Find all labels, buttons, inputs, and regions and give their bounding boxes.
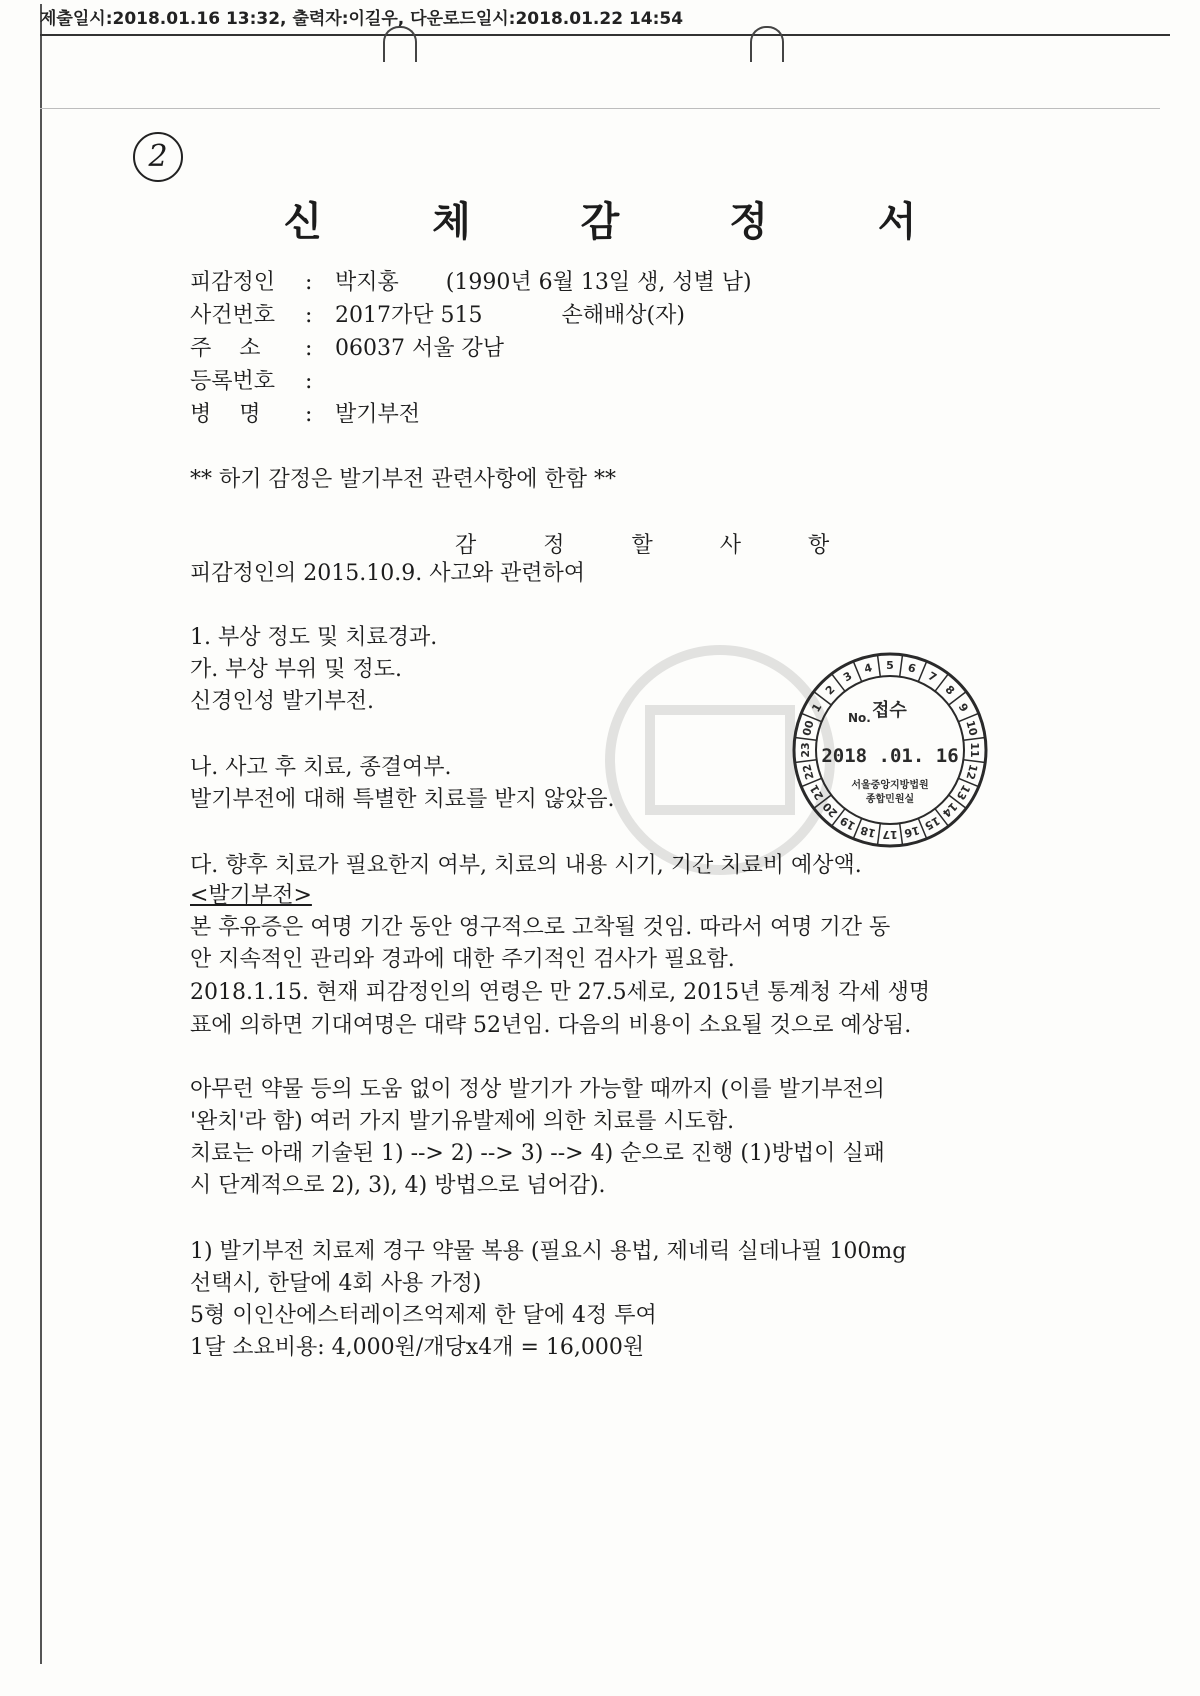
section-title: 감 정 할 사 항 [455,533,860,558]
case-type: 손해배상(자) [561,303,685,328]
stamp-hour-20: 20 [820,799,841,820]
stamp-hour-5: 5 [886,659,894,672]
case-number: 2017가단 515 [335,303,483,328]
stamp-hour-2: 2 [822,682,838,698]
paragraph-3-line-2: 선택시, 한달에 4회 사용 가정) [190,1271,482,1296]
disease-row [190,397,420,428]
stamp-hour-18: 18 [859,823,878,840]
stamp-tick [853,661,861,681]
receipt-stamp [790,650,990,850]
stamp-hour-13: 13 [953,782,973,803]
stamp-tick [963,738,985,741]
stamp-hour-6: 6 [906,661,918,676]
paragraph-2-line-1: 아무런 약물 등의 도움 없이 정상 발기가 가능할 때까지 (이를 발기부전의 [190,1077,885,1102]
registration-label: 등록번호 [190,369,276,394]
item-1c-heading: <발기부전> [190,883,312,908]
address-row [190,331,504,362]
item-1a-text: 신경인성 발기부전. [190,689,375,714]
stamp-hour-11: 11 [968,742,981,758]
paragraph-1-line-3: 2018.1.15. 현재 피감정인의 연령은 만 27.5세로, 2015년 통계청 각세 생명 [190,980,931,1005]
stamp-tick [795,738,817,741]
colon: : [305,402,313,427]
stamp-hour-14: 14 [939,799,960,820]
colon: : [305,336,313,361]
paragraph-2-line-4: 시 단계적으로 2), 3), 4) 방법으로 넘어감). [190,1173,606,1198]
item-1b: 나. 사고 후 치료, 종결여부. [190,755,452,780]
stamp-date: 2018 .01. 16 [821,745,959,767]
notice-text: ** 하기 감정은 발기부전 관련사항에 한함 ** [190,467,616,492]
binder-hole-left [383,26,417,62]
stamp-hour-21: 21 [807,782,827,803]
paragraph-3-line-4: 1달 소요비용: 4,000원/개당x4개 = 16,000원 [190,1335,645,1360]
page-mark: 2 [148,139,168,174]
stamp-tick [963,760,985,763]
examinee-row [190,265,752,296]
paragraph-2-line-2: '완치'라 함) 여러 가지 발기유발제에 의한 치료를 시도함. [190,1109,735,1134]
stamp-hour-17: 17 [882,828,898,841]
paragraph-3-line-1: 1) 발기부전 치료제 경구 약물 복용 (필요시 용법, 제네릭 실데나필 100mg [190,1239,907,1264]
stamp-hour-19: 19 [837,813,858,833]
item-1c: 다. 향후 치료가 필요한지 여부, 치료의 내용 시기, 기간 치료비 예상액. [190,853,862,878]
paragraph-3-line-3: 5형 이인산에스터레이즈억제제 한 달에 4정 투여 [190,1303,657,1328]
registration-row [190,364,335,395]
stamp-hour-12: 12 [963,762,980,781]
item-1: 1. 부상 정도 및 치료경과. [190,625,438,650]
print-header-text: 제출일시:2018.01.16 13:32, 출력자:이길우, 다운로드일시:2018.01.22 14:54 [40,9,684,29]
stamp-hour-8: 8 [942,682,958,698]
stamp-hour-00: 00 [800,719,817,738]
stamp-hour-15: 15 [922,813,943,833]
address-value: 06037 서울 강남 [335,336,504,361]
document-title: 신 체 감 정 서 [283,198,965,245]
paragraph-1-line-4: 표에 의하면 기대여명은 대략 52년임. 다음의 비용이 소요될 것으로 예상됨. [190,1013,912,1038]
stamp-tick [795,760,817,763]
colon: : [305,270,313,295]
disease-value: 발기부전 [335,402,421,427]
examinee-name: 박지홍 [335,270,399,295]
stamp-tick [918,661,926,681]
stamp-no-label: No. [848,711,871,725]
examinee-birth: (1990년 6월 13일 생, 성별 남) [445,270,752,295]
stamp-tick [900,823,903,845]
stamp-court-name: 서울중앙지방법원 [851,780,929,791]
intro-text: 피감정인의 2015.10.9. 사고와 관련하여 [190,561,585,586]
case-label: 사건번호 [190,303,276,328]
stamp-hour-22: 22 [800,762,817,781]
paragraph-2-line-3: 치료는 아래 기술된 1) --> 2) --> 3) --> 4) 순으로 진행 (1)방법이 실패 [190,1141,885,1166]
colon: : [305,369,313,394]
stamp-tick [878,655,881,677]
binder-hole-right [750,26,784,62]
stamp-office-name: 종합민원실 [865,794,915,805]
disease-label: 병 명 [190,402,261,427]
item-1b-text: 발기부전에 대해 특별한 치료를 받지 않았음. [190,787,615,812]
stamp-hour-1: 1 [809,701,825,715]
address-label: 주 소 [190,336,261,361]
scan-divider [40,108,1160,109]
stamp-hour-23: 23 [799,742,812,758]
stamp-tick [900,655,903,677]
stamp-hour-10: 10 [963,719,980,738]
stamp-hour-3: 3 [841,669,855,685]
case-row [190,298,685,329]
page-left-border [40,4,42,1664]
stamp-hour-16: 16 [902,823,921,840]
item-1a: 가. 부상 부위 및 정도. [190,657,402,682]
page-mark-circle [133,132,183,182]
stamp-receipt-label: 접수 [872,700,907,721]
paragraph-1-line-1: 본 후유증은 여명 기간 동안 영구적으로 고착될 것임. 따라서 여명 기간 동 [190,915,891,940]
paragraph-1-line-2: 안 지속적인 관리와 경과에 대한 주기적인 검사가 필요함. [190,947,735,972]
stamp-hour-9: 9 [955,701,971,715]
stamp-hour-7: 7 [925,669,939,685]
examinee-label: 피감정인 [190,270,276,295]
stamp-hour-4: 4 [862,661,874,676]
stamp-tick [878,823,881,845]
colon: : [305,303,313,328]
print-header [40,4,1170,36]
